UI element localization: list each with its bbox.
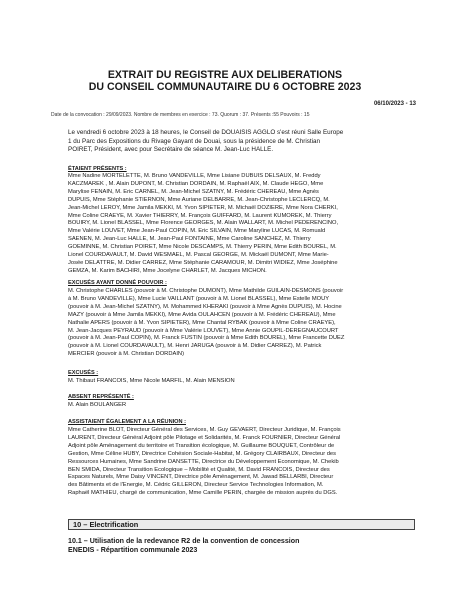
pouvoirs-line: (pouvoir à M. Jean-Paul COPIN), M. Franck FUSTIN (pouvoir à Mme Edith BOUREL), Mme Francette DUEZ xyxy=(68,335,345,342)
presents-list xyxy=(68,173,415,276)
presents-line: DUPUIS, Mme Stéphanie STIERNON, Mme Auriane DELBARRE, M. Jean-Christophe LECLERCQ, M. xyxy=(68,196,330,203)
document-title: EXTRAIT DU REGISTRE AUX DELIBERATIONS xyxy=(107,69,343,81)
presents-line: Mme Nadine MORTELETTE, M. Bruno VANDEVILLE, Mme Lisiane DUBUIS DELSAUX, M. Freddy xyxy=(68,173,321,179)
assistaient-line: Adjoint pôle Aménagement du territoire et Transition écologique, M. Guillaume BOUQUET, Contrôleur de xyxy=(68,442,335,449)
excuses-line: M. Thibaut FRANCOIS, Mme Nicole MARFIL, M. Alain MENSION xyxy=(68,378,235,384)
intro-paragraph xyxy=(68,129,415,155)
subsection-line: 10.1 – Utilisation de la redevance R2 de la convention de concession xyxy=(68,537,300,545)
assistaient-list xyxy=(68,427,415,498)
excuses-heading: EXCUSÉS : xyxy=(68,370,99,376)
intro-line: 1 du Parc des Expositions du Rivage Gayant de Douai, sous la présidence de M. Christian xyxy=(68,137,321,145)
section-header xyxy=(68,519,415,530)
pouvoirs-line: MAZY (pouvoir à Mme Jamila MEKKI), Mme Avida OULAHCEN (pouvoir à M. Frédéric CHEREAU), Mme xyxy=(68,311,336,318)
intro-line: Le vendredi 6 octobre 2023 à 18 heures, le Conseil de DOUAISIS AGGLO s'est réuni Salle Europe xyxy=(68,129,344,136)
pouvoirs-line: (pouvoir à M. Lionel COURDAVAULT), M. Henri JARUGA (pouvoir à M. Didier CARREZ), M. Patrick xyxy=(68,343,322,350)
deliberation-reference: 06/10/2023 - 13 xyxy=(373,101,416,107)
absent-line: M. Alain BOULANGER xyxy=(68,402,127,408)
presents-line: GOEMINNE, M. Christian POIRET, Mme Nicole DESCAMPS, M. Thierry PERIN, Mme Edith BOUREL, M. xyxy=(68,244,337,251)
pouvoirs-list xyxy=(68,288,415,359)
pouvoirs-heading: EXCUSÉS AYANT DONNÉ POUVOIR : xyxy=(68,280,167,286)
pouvoirs-line: MERCIER (pouvoir à M. Christian DORDAIN) xyxy=(68,351,184,358)
presents-line: Mme Coline CRAEYE, M. Xavier THIERRY, M. François GUIFFARD, M. Laurent KUMOREK, M. Thierry xyxy=(68,212,332,219)
assistaient-line: Gestion, Mme Céline HUBY, Directrice Cohésion Sociale-Habitat, M. Grégory CLAIRBAUX, Directeur des xyxy=(68,450,337,457)
presents-line: KACZMAREK , M. Alain DUPONT, M. Christian DORDAIN, M. Raphaël AIX, M. Claude HÉGO, Mme xyxy=(68,180,324,187)
subsection-line: ENEDIS - Répartition communale 2023 xyxy=(68,546,198,554)
presents-line: GEMZA, M. Karim BACHIRI, Mme Jocelyne CHARLET, M. Jacques MICHON. xyxy=(68,267,267,274)
intro-line: POIRET, Président, avec pour Secrétaire de séance M. Jean-Luc HALLÉ. xyxy=(68,146,274,154)
pouvoirs-line: M. Jean-Jacques PEYRAUD (pouvoir à Mme Valérie LOUVET), Mme Annie GOUPIL-DEREGNAUCOURT xyxy=(68,327,339,334)
presents-line: Josée DELATTRE, M. Didier CARREZ, Mme Stéphanie CARAMOUR, M. Dimitri WIDIEZ, Mme Joséphine xyxy=(68,259,338,266)
presents-line: BOUIRY, M. Lionel BLASSEL, Mme Florence GEORGES, M. Alain WALLART, M. Michel PEDERENCINO, xyxy=(68,220,339,227)
presents-line: Mme Valérie LOUVET, Mme Jean-Paul COPIN, M. Eric SILVAIN, Mme Maryline LUCAS, M. Romuald xyxy=(68,228,326,235)
section-title: 10 – Electrification xyxy=(73,520,139,529)
presents-heading: ÉTAIENT PRÉSENTS : xyxy=(68,166,127,172)
assistaient-line: des Bâtiments et de l'Energie, M. Cédric GILLERON, Directeur Service Technologies Information, M. xyxy=(68,482,324,489)
pouvoirs-line: M. Christophe CHARLES (pouvoir à M. Christophe DUMONT), Mme Mathilde GUILAIN-DESMONS (pouvoir xyxy=(68,288,344,294)
assistaient-line: BEN SMIDA, Directeur Transition Ecologique – Mobilité et Qualité, M. David FRANCOIS, Directeur des xyxy=(68,466,330,473)
document-subtitle: DU CONSEIL COMMUNAUTAIRE DU 6 OCTOBRE 2023 xyxy=(88,81,362,93)
pouvoirs-line: à M. Bruno VANDEVILLE), Mme Lucie VAILLANT (pouvoir à M. Lionel BLASSEL), Mme Estelle MOUY xyxy=(68,295,330,302)
assistaient-line: LAURENT, Directeur Général Adjoint pôle Pilotage et Solidarités, M. Franck FOURNIER, Directeur Général xyxy=(68,434,341,441)
subsection-title xyxy=(68,537,415,555)
pouvoirs-line: Nathalie APERS (pouvoir à M. Yvon SIPIETER), Mme Chantal RYBAK (pouvoir à Mme Coline CRAEYE), xyxy=(68,319,336,326)
assistaient-heading: ASSISTAIENT ÉGALEMENT A LA RÉUNION : xyxy=(68,419,186,425)
presents-line: Marylise FENAIN, M. Eric CARNEL, M. Jean-Michel SZATNY, M. Frédéric CHEREAU, Mme Agnès xyxy=(68,188,319,195)
pouvoirs-line: (pouvoir à M. Jean-Michel SZATNY), M. Mohammed KHERAKI (pouvoir à Mme Agnès DUPUIS), M. Hocine xyxy=(68,303,342,310)
presents-line: Jean-Michel LEROY, Mme Jamila MEKKI, M. Yvon SIPIETER, M. Michaël DOZIERE, Mme Nora CHERKI, xyxy=(68,204,338,211)
absent-list xyxy=(68,402,415,410)
assistaient-line: Mme Catherine BLOT, Directeur Général des Services, M. Guy GEVAERT, Directeur Juridique, M. François xyxy=(68,427,341,433)
convocation-meta: Date de la convocation : 29/09/2023. Nombre de membres en exercice : 73. Quorum : 37. Présents :55 Pouvoirs : 15 xyxy=(51,112,310,118)
presents-line: SAENEN, M. Jean-Luc HALLÉ, M. Jean-Paul FONTAINE, Mme Caroline SANCHEZ, M. Thierry xyxy=(68,236,311,243)
excuses-list xyxy=(68,378,415,386)
presents-line: Lionel COURDAVAULT, M. David WESMAEL, M. Pascal GEORGE, M. Mickaël DUMONT, Mme Marie- xyxy=(68,252,329,259)
absent-heading: ABSENT REPRÉSENTÉ : xyxy=(68,394,134,400)
assistaient-line: Raphaël MATHIEU, chargé de communication, Mme Camille PERIN, chargée de mission auprès du DGS. xyxy=(68,490,338,497)
assistaient-line: Ressources Humaines, Mme Sandrine DANSETTE, Directrice du Développement Economique, M. Chekib xyxy=(68,458,339,465)
assistaient-line: Espaces Naturels, Mme Daisy VINCENT, Directrice pôle Aménagement, M. Jawad BELLARBI, Directeur xyxy=(68,474,334,481)
